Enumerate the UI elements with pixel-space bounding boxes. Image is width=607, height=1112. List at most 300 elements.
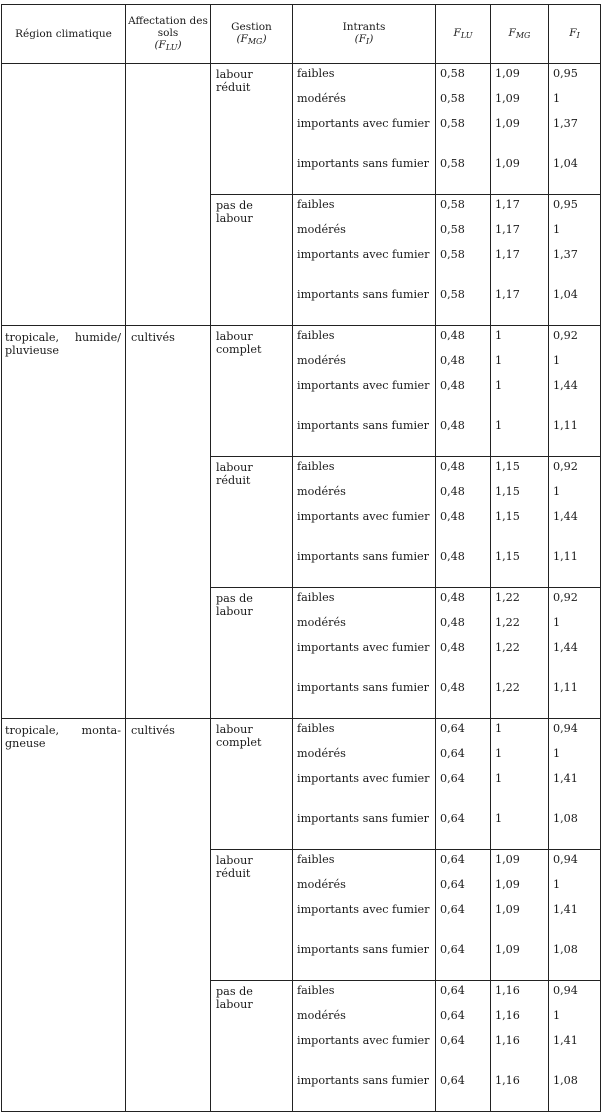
fmg-value: 1,22: [495, 681, 520, 694]
flu-value: 0,58: [440, 248, 465, 261]
sub-row: [436, 1071, 490, 1111]
flu-value: 0,58: [440, 223, 465, 236]
input-label-column-cell: [293, 195, 436, 326]
flu-value: 0,48: [440, 460, 465, 473]
sub-row: [491, 114, 548, 154]
input-label: importants avec fumier: [297, 248, 430, 261]
fi-value: 0,92: [553, 329, 578, 342]
input-label: faibles: [297, 984, 335, 997]
flu-value-column-cell: [436, 64, 491, 195]
sub-row: [436, 326, 490, 351]
flu-value: 0,48: [440, 641, 465, 654]
land-use-label: cultivés: [131, 331, 175, 344]
sub-row: [436, 114, 490, 154]
input-label-column-cell: [293, 850, 436, 981]
sub-row: [436, 875, 490, 900]
sub-row: [293, 850, 435, 875]
flu-value: 0,64: [440, 772, 465, 785]
fi-value-column-cell: [549, 588, 601, 719]
sub-row: [436, 981, 490, 1006]
fi-value: 1,44: [553, 641, 578, 654]
input-label: modérés: [297, 616, 346, 629]
flu-value: 0,48: [440, 485, 465, 498]
sub-row: [436, 245, 490, 285]
input-label-column-cell: [293, 457, 436, 588]
header-region: Région climatique: [2, 5, 126, 64]
sub-row: [549, 245, 600, 285]
fmg-value: 1: [495, 329, 503, 342]
sub-row: [436, 744, 490, 769]
fmg-value: 1,17: [495, 223, 520, 236]
flu-value: 0,64: [440, 1034, 465, 1047]
sub-row: [491, 1031, 548, 1071]
fi-value: 1: [553, 1009, 561, 1022]
flu-value-column-cell: [436, 981, 491, 1112]
fmg-value-column-cell: [491, 64, 549, 195]
fi-value-column-cell: [549, 719, 601, 850]
sub-row: [293, 981, 435, 1006]
sub-row: [491, 744, 548, 769]
sub-row: [549, 850, 600, 875]
sub-row: [293, 940, 435, 980]
fmg-value: 1,15: [495, 485, 520, 498]
region-label: tropicale, humide/ pluvieuse: [5, 331, 121, 357]
sub-row: [549, 940, 600, 980]
land-use-cell: [126, 326, 211, 719]
sub-row: [491, 981, 548, 1006]
input-label: importants avec fumier: [297, 641, 430, 654]
sub-row: [436, 220, 490, 245]
input-label: importants avec fumier: [297, 903, 430, 916]
fmg-value: 1: [495, 354, 503, 367]
management-label: pas de labour: [216, 592, 253, 618]
flu-value: 0,48: [440, 354, 465, 367]
sub-row: [293, 900, 435, 940]
management-cell: [211, 195, 293, 326]
management-block-row: [2, 64, 601, 195]
input-label: importants avec fumier: [297, 510, 430, 523]
sub-row: [293, 507, 435, 547]
sub-row: [293, 114, 435, 154]
flu-value: 0,58: [440, 117, 465, 130]
fi-value: 1: [553, 616, 561, 629]
sub-row: [491, 416, 548, 456]
sub-row: [549, 154, 600, 194]
sub-row: [549, 809, 600, 849]
input-label: faibles: [297, 67, 335, 80]
sub-row: [549, 416, 600, 456]
management-block-row: [2, 326, 601, 457]
flu-value: 0,64: [440, 1009, 465, 1022]
region-label: tropicale, monta- gneuse: [5, 724, 121, 750]
sub-row: [549, 744, 600, 769]
fi-value-column-cell: [549, 195, 601, 326]
header-fmg: FMG: [491, 5, 549, 64]
land-use-label: [126, 64, 210, 70]
input-label: importants avec fumier: [297, 1034, 430, 1047]
fmg-value: 1,17: [495, 288, 520, 301]
land-use-cell: [126, 719, 211, 1112]
sub-row: [491, 195, 548, 220]
sub-row: [549, 326, 600, 351]
sub-row: [436, 850, 490, 875]
region-cell: [2, 719, 126, 1112]
sub-row: [491, 875, 548, 900]
input-label: modérés: [297, 747, 346, 760]
fmg-value: 1: [495, 419, 503, 432]
fi-value: 1,44: [553, 379, 578, 392]
flu-value: 0,48: [440, 616, 465, 629]
fmg-value: 1,22: [495, 641, 520, 654]
sub-row: [293, 326, 435, 351]
sub-row: [293, 638, 435, 678]
header-flu: FLU: [436, 5, 491, 64]
sub-row: [491, 809, 548, 849]
sub-row: [491, 850, 548, 875]
flu-value: 0,64: [440, 722, 465, 735]
fmg-value: 1,09: [495, 92, 520, 105]
management-label: pas de labour: [216, 199, 253, 225]
fi-value-column-cell: [549, 326, 601, 457]
fmg-value: 1,16: [495, 984, 520, 997]
flu-value: 0,48: [440, 681, 465, 694]
sub-row: [436, 351, 490, 376]
fmg-value: 1,09: [495, 853, 520, 866]
fi-value: 1,11: [553, 550, 578, 563]
input-label: faibles: [297, 329, 335, 342]
fi-value-column-cell: [549, 64, 601, 195]
management-cell: [211, 457, 293, 588]
fmg-value: 1,16: [495, 1074, 520, 1087]
sub-row: [436, 678, 490, 718]
input-label: importants avec fumier: [297, 117, 430, 130]
management-cell: [211, 588, 293, 719]
fi-value: 1,37: [553, 117, 578, 130]
sub-row: [491, 613, 548, 638]
flu-value-column-cell: [436, 850, 491, 981]
sub-row: [436, 285, 490, 325]
flu-value: 0,64: [440, 943, 465, 956]
input-label: faibles: [297, 853, 335, 866]
input-label: modérés: [297, 92, 346, 105]
sub-row: [293, 1006, 435, 1031]
flu-value: 0,48: [440, 419, 465, 432]
input-label: importants sans fumier: [297, 419, 430, 432]
sub-row: [293, 285, 435, 325]
flu-value: 0,64: [440, 1074, 465, 1087]
input-label-column-cell: [293, 64, 436, 195]
flu-value-column-cell: [436, 719, 491, 850]
input-label: faibles: [297, 460, 335, 473]
management-label: labour réduit: [216, 461, 253, 487]
sub-row: [549, 719, 600, 744]
fmg-value-column-cell: [491, 588, 549, 719]
fi-value: 1: [553, 485, 561, 498]
sub-row: [436, 416, 490, 456]
sub-row: [436, 638, 490, 678]
flu-value: 0,58: [440, 198, 465, 211]
fi-value: 1: [553, 354, 561, 367]
sub-row: [549, 1071, 600, 1111]
sub-row: [436, 547, 490, 587]
fi-value: 1: [553, 223, 561, 236]
fi-value: 1: [553, 878, 561, 891]
sub-row: [549, 1006, 600, 1031]
sub-row: [491, 1006, 548, 1031]
sub-row: [293, 376, 435, 416]
fmg-value-column-cell: [491, 326, 549, 457]
fi-value: 1,04: [553, 157, 578, 170]
fmg-value: 1: [495, 379, 503, 392]
input-label: importants sans fumier: [297, 681, 430, 694]
management-label: pas de labour: [216, 985, 253, 1011]
fi-value: 1: [553, 747, 561, 760]
sub-row: [293, 809, 435, 849]
flu-value: 0,64: [440, 853, 465, 866]
sub-row: [549, 482, 600, 507]
flu-value: 0,64: [440, 812, 465, 825]
sub-row: [293, 351, 435, 376]
sub-row: [293, 220, 435, 245]
sub-row: [436, 482, 490, 507]
sub-row: [549, 457, 600, 482]
sub-row: [549, 114, 600, 154]
management-label: labour complet: [216, 330, 262, 356]
sub-row: [436, 769, 490, 809]
sub-row: [293, 457, 435, 482]
sub-row: [491, 326, 548, 351]
fi-value: 1,37: [553, 248, 578, 261]
region-cell: [2, 64, 126, 326]
input-label: importants sans fumier: [297, 550, 430, 563]
fmg-value: 1,16: [495, 1034, 520, 1047]
input-label: faibles: [297, 722, 335, 735]
management-cell: [211, 981, 293, 1112]
fi-value-column-cell: [549, 457, 601, 588]
sub-row: [491, 547, 548, 587]
region-cell: [2, 326, 126, 719]
input-label: importants sans fumier: [297, 943, 430, 956]
input-label: importants avec fumier: [297, 772, 430, 785]
input-label: modérés: [297, 1009, 346, 1022]
sub-row: [549, 678, 600, 718]
fi-value: 0,94: [553, 984, 578, 997]
input-label: importants sans fumier: [297, 157, 430, 170]
fi-value: 0,95: [553, 67, 578, 80]
input-label: importants sans fumier: [297, 812, 430, 825]
input-label-column-cell: [293, 719, 436, 850]
management-label: labour réduit: [216, 854, 253, 880]
flu-value: 0,48: [440, 550, 465, 563]
fi-value-column-cell: [549, 981, 601, 1112]
fi-value: 1,11: [553, 419, 578, 432]
fi-value: 1,04: [553, 288, 578, 301]
sub-row: [549, 769, 600, 809]
sub-row: [436, 1006, 490, 1031]
sub-row: [491, 482, 548, 507]
sub-row: [491, 507, 548, 547]
table-header: [2, 5, 601, 64]
sub-row: [549, 64, 600, 89]
flu-value: 0,64: [440, 878, 465, 891]
fi-value: 1,44: [553, 510, 578, 523]
emission-factor-table: [1, 4, 601, 1112]
sub-row: [491, 154, 548, 194]
sub-row: [549, 547, 600, 587]
sub-row: [293, 416, 435, 456]
management-cell: [211, 64, 293, 195]
fmg-value: 1,09: [495, 943, 520, 956]
sub-row: [436, 507, 490, 547]
fmg-value-column-cell: [491, 981, 549, 1112]
fi-value: 1,11: [553, 681, 578, 694]
sub-row: [549, 638, 600, 678]
fmg-value: 1,17: [495, 248, 520, 261]
input-label: importants avec fumier: [297, 379, 430, 392]
sub-row: [436, 900, 490, 940]
fmg-value: 1,22: [495, 616, 520, 629]
sub-row: [549, 1031, 600, 1071]
sub-row: [491, 285, 548, 325]
fi-value-column-cell: [549, 850, 601, 981]
fi-value: 0,94: [553, 722, 578, 735]
sub-row: [436, 89, 490, 114]
fmg-value: 1,09: [495, 878, 520, 891]
fi-value: 0,95: [553, 198, 578, 211]
flu-value: 0,48: [440, 510, 465, 523]
fi-value: 0,92: [553, 460, 578, 473]
flu-value-column-cell: [436, 326, 491, 457]
management-label: labour réduit: [216, 68, 253, 94]
fmg-value: 1,17: [495, 198, 520, 211]
fmg-value: 1: [495, 812, 503, 825]
sub-row: [549, 981, 600, 1006]
flu-value-column-cell: [436, 457, 491, 588]
sub-row: [436, 588, 490, 613]
sub-row: [436, 940, 490, 980]
sub-row: [293, 769, 435, 809]
flu-value: 0,48: [440, 329, 465, 342]
sub-row: [491, 1071, 548, 1111]
flu-value: 0,64: [440, 984, 465, 997]
input-label: faibles: [297, 198, 335, 211]
fi-value: 0,94: [553, 853, 578, 866]
flu-value: 0,64: [440, 747, 465, 760]
table-body: [2, 64, 601, 1112]
sub-row: [491, 457, 548, 482]
sub-row: [436, 457, 490, 482]
sub-row: [549, 285, 600, 325]
flu-value: 0,58: [440, 67, 465, 80]
input-label: modérés: [297, 354, 346, 367]
fi-value: 1,08: [553, 812, 578, 825]
sub-row: [549, 507, 600, 547]
flu-value: 0,58: [440, 288, 465, 301]
sub-row: [491, 376, 548, 416]
fmg-value-column-cell: [491, 850, 549, 981]
sub-row: [293, 1071, 435, 1111]
fmg-value-column-cell: [491, 457, 549, 588]
sub-row: [549, 351, 600, 376]
sub-row: [436, 1031, 490, 1071]
sub-row: [436, 64, 490, 89]
fi-value: 1,41: [553, 1034, 578, 1047]
sub-row: [491, 638, 548, 678]
input-label-column-cell: [293, 588, 436, 719]
management-cell: [211, 719, 293, 850]
fi-value: 1,41: [553, 903, 578, 916]
fmg-value: 1,09: [495, 157, 520, 170]
fmg-value: 1: [495, 747, 503, 760]
flu-value: 0,48: [440, 379, 465, 392]
sub-row: [293, 875, 435, 900]
header-land-use: Affectation des sols (FLU): [126, 5, 211, 64]
flu-value: 0,58: [440, 157, 465, 170]
input-label-column-cell: [293, 326, 436, 457]
sub-row: [293, 64, 435, 89]
fmg-value: 1,09: [495, 117, 520, 130]
sub-row: [293, 613, 435, 638]
sub-row: [491, 719, 548, 744]
sub-row: [491, 220, 548, 245]
sub-row: [293, 1031, 435, 1071]
management-block-row: [2, 719, 601, 850]
sub-row: [491, 351, 548, 376]
fmg-value: 1,09: [495, 903, 520, 916]
sub-row: [549, 89, 600, 114]
sub-row: [436, 195, 490, 220]
sub-row: [293, 195, 435, 220]
input-label: faibles: [297, 591, 335, 604]
management-cell: [211, 326, 293, 457]
input-label: importants sans fumier: [297, 288, 430, 301]
fmg-value: 1,16: [495, 1009, 520, 1022]
input-label: modérés: [297, 485, 346, 498]
input-label-column-cell: [293, 981, 436, 1112]
flu-value-column-cell: [436, 195, 491, 326]
sub-row: [436, 613, 490, 638]
land-use-label: cultivés: [131, 724, 175, 737]
sub-row: [549, 613, 600, 638]
flu-value: 0,58: [440, 92, 465, 105]
sub-row: [293, 245, 435, 285]
sub-row: [436, 376, 490, 416]
sub-row: [293, 89, 435, 114]
fmg-value: 1: [495, 722, 503, 735]
sub-row: [436, 719, 490, 744]
sub-row: [293, 588, 435, 613]
sub-row: [549, 195, 600, 220]
sub-row: [491, 64, 548, 89]
input-label: importants sans fumier: [297, 1074, 430, 1087]
flu-value: 0,48: [440, 591, 465, 604]
sub-row: [491, 678, 548, 718]
fmg-value-column-cell: [491, 195, 549, 326]
fmg-value: 1: [495, 772, 503, 785]
sub-row: [491, 245, 548, 285]
flu-value-column-cell: [436, 588, 491, 719]
management-cell: [211, 850, 293, 981]
fi-value: 1,08: [553, 943, 578, 956]
region-label: [2, 64, 125, 70]
sub-row: [549, 900, 600, 940]
sub-row: [293, 547, 435, 587]
sub-row: [549, 875, 600, 900]
sub-row: [293, 719, 435, 744]
fmg-value: 1,15: [495, 510, 520, 523]
input-label: modérés: [297, 878, 346, 891]
fmg-value: 1,15: [495, 460, 520, 473]
